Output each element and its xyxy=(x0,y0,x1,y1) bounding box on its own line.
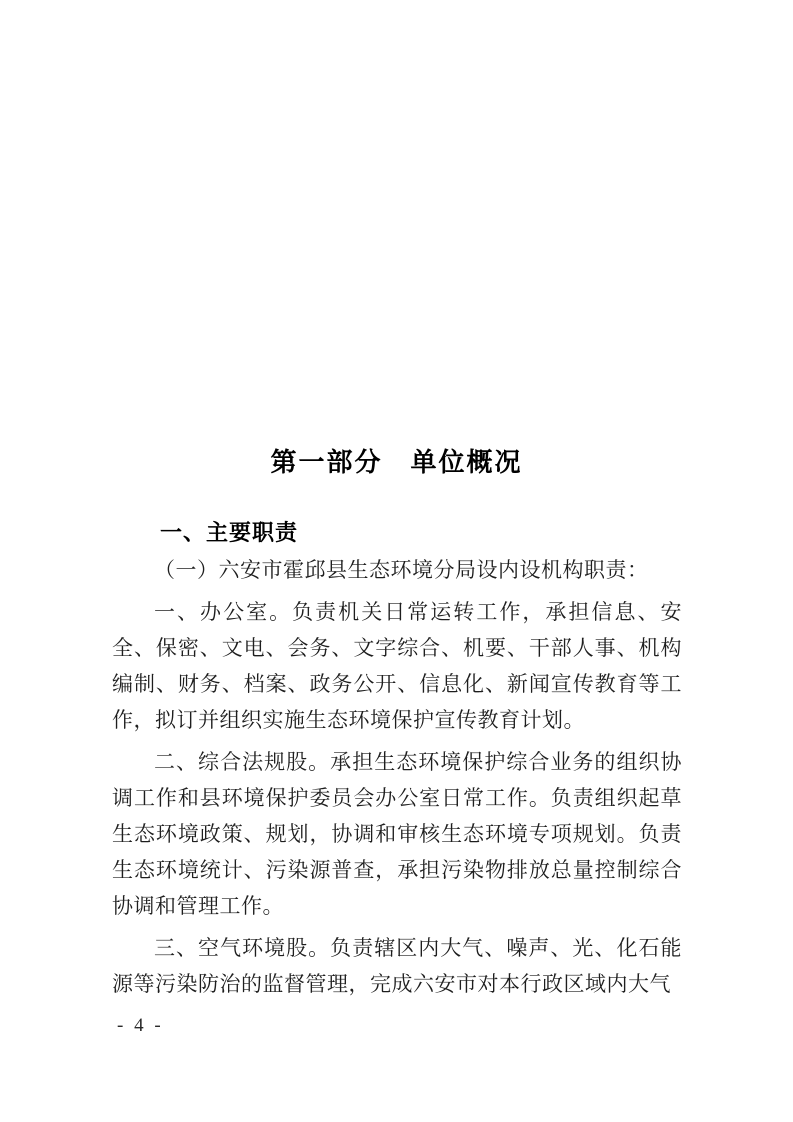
document-body xyxy=(112,518,682,1002)
paragraph-internal-org-intro: （一）六安市霍邱县生态环境分局设内设机构职责： xyxy=(154,558,649,582)
paragraph-air-environment-division-duties: 三、空气环境股。负责辖区内大气、噪声、光、化石能源等污染防治的监督管理，完成六安市对本行政区域内大气 xyxy=(112,936,682,996)
section-heading-main-duties: 一、主要职责 xyxy=(160,520,299,545)
paragraph-regulations-division-duties: 二、综合法规股。承担生态环境保护综合业务的组织协调工作和县环境保护委员会办公室日常工作。负责组织起草生态环境政策、规划，协调和审核生态环境专项规划。负责生态环境统计、污染源普查，承担污染物排放总量控制综合协调和管理工作。 xyxy=(112,750,682,918)
paragraph-office-duties: 一、办公室。负责机关日常运转工作，承担信息、安全、保密、文电、会务、文字综合、机要、干部人事、机构编制、财务、档案、政务公开、信息化、新闻宣传教育等工作，拟订并组织实施生态环境保护宣传教育计划。 xyxy=(112,600,682,732)
document-title: 第一部分 单位概况 xyxy=(270,447,523,477)
page-number: - 4 - xyxy=(117,1015,164,1036)
